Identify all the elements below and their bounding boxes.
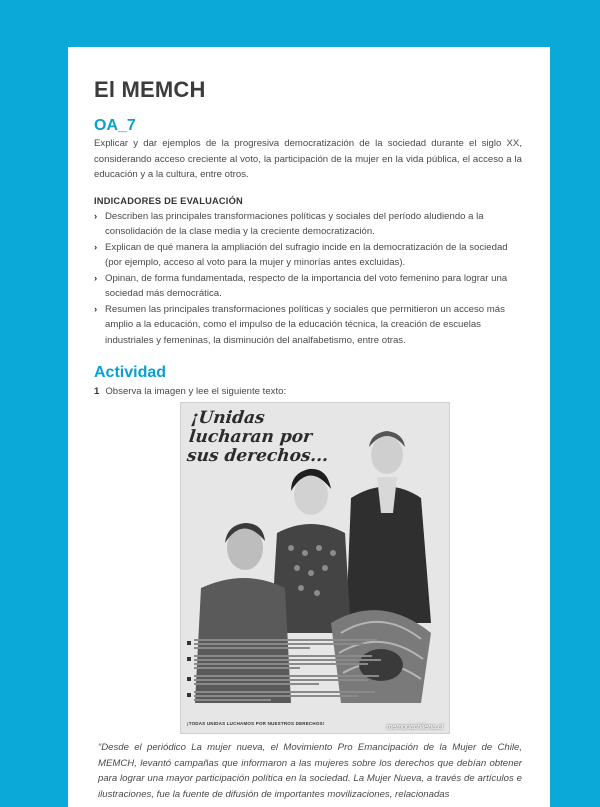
poster-footer: ¡TODAS UNIDAS LUCHAMOS POR NUESTROS DERECHOS!	[187, 721, 325, 726]
indicator-item	[94, 209, 522, 240]
indicators-heading: INDICADORES DE EVALUACIÓN	[94, 195, 243, 206]
historical-poster-image	[180, 402, 450, 734]
indicator-item	[94, 302, 522, 349]
step-text: Observa la imagen y lee el siguiente texto:	[105, 386, 287, 397]
step-number: 1	[94, 386, 100, 397]
activity-heading: Actividad	[94, 364, 167, 381]
indicator-text: Describen las principales transformaciones políticas y sociales del período aludiendo a la consolidación de la clase media y la creciente democratización.	[105, 210, 484, 237]
oa-description: Explicar y dar ejemplos de la progresiva democratización de la sociedad durante el siglo XX, considerando acceso creciente al voto, la participación de la mujer en la vida pública, el acceso a la educación y a la cultura, entre otros.	[94, 138, 522, 180]
poster-caption	[187, 691, 387, 703]
indicators-list	[94, 209, 522, 349]
image-watermark: memoriachilena.cl	[386, 724, 443, 731]
indicator-item	[94, 240, 522, 271]
indicator-text: Resumen las principales transformaciones políticas y sociales que permitieron un acceso más amplio a la educación, como el impulso de la educación técnica, la creación de escuelas industriales y femeninas, la disminución del analfabetismo, entre otras.	[105, 303, 505, 346]
chevron-right-icon: ›	[94, 241, 98, 253]
page-title: El MEMCH	[94, 77, 206, 102]
indicator-text: Explican de qué manera la ampliación del sufragio incide en la democratización de la sociedad (por ejemplo, acceso al voto para la mujer y minorías antes excluidas).	[105, 241, 508, 268]
poster-caption	[187, 655, 387, 671]
poster-caption	[187, 639, 387, 651]
indicator-text: Opinan, de forma fundamentada, respecto de la importancia del voto femenino para lograr una sociedad más democrática.	[105, 272, 508, 299]
poster-headline: ¡Unidas lucharan por sus derechos...	[186, 408, 330, 466]
indicator-item	[94, 271, 522, 302]
activity-step	[94, 384, 522, 399]
chevron-right-icon: ›	[94, 272, 98, 284]
poster-caption	[187, 675, 387, 687]
quote-text: “Desde el periódico La mujer nueva, el Movimiento Pro Emancipación de la Mujer de Chile, MEMCH, levantó campañas que informaron a las mujeres sobre los derechos que debían obtener para lograr una mayor participación política en la sociedad. La Mujer Nueva, a través de artículos e ilustraciones, fue la fuente de difusión de importantes movilizaciones, relacionadas	[98, 742, 522, 800]
poster-captions	[187, 639, 387, 707]
document-page	[68, 47, 550, 807]
chevron-right-icon: ›	[94, 303, 98, 315]
chevron-right-icon: ›	[94, 210, 98, 222]
oa-code: OA_7	[94, 117, 136, 134]
